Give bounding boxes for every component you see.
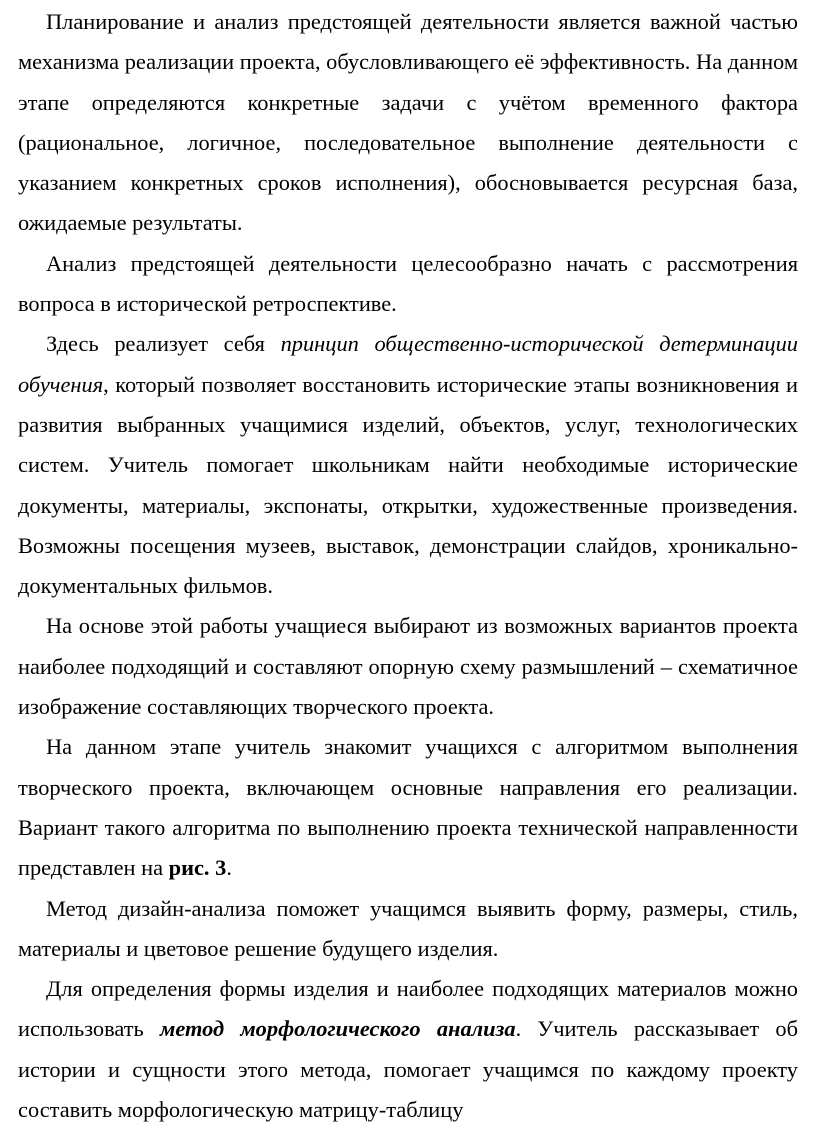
paragraph-project-choice: На основе этой работы учащиеся выбирают из возможных вариантов проекта наиболее подходящий и составляют опорную схему размышлений – схематичное изображение составляющих творческого проекта. <box>18 613 798 720</box>
document-page <box>18 2 798 1130</box>
paragraph-algorithm-text: На данном этапе учитель знакомит учащихся с алгоритмом выполнения творческого проекта, включающем основные направления его реализации. Вариант такого алгоритма по выполнению проекта технической направленности представлен на <box>18 734 798 881</box>
paragraph-principle-intro: Здесь реализует себя <box>46 331 281 357</box>
paragraph-analysis-start: Анализ предстоящей деятельности целесообразно начать с рассмотрения вопроса в исторической ретроспективе. <box>18 250 798 317</box>
paragraph-morphological-intro: Для определения формы изделия и наиболее подходящих материалов можно использовать <box>18 976 798 1042</box>
principle-term: принцип общественно-исторической детерминации обучения <box>18 331 799 397</box>
figure-reference: рис. 3 <box>168 855 227 881</box>
paragraph-algorithm-end: . <box>226 855 232 881</box>
paragraph-principle <box>18 324 798 606</box>
paragraph-design-analysis: Метод дизайн-анализа поможет учащимся выявить форму, размеры, стиль, материалы и цветовое решение будущего изделия. <box>18 895 798 961</box>
paragraph-morphological-body: . Учитель рассказывает об истории и сущности этого метода, помогает учащимся по каждому проекту составить морфологическую матрицу-таблицу <box>18 1016 798 1123</box>
paragraph-algorithm <box>18 727 798 888</box>
method-term: метод морфологического анализа <box>159 1016 516 1042</box>
paragraph-principle-body: , который позволяет восстановить исторические этапы возникновения и развития выбранных учащимися изделий, объектов, услуг, технологических систем. Учитель помогает школьникам найти необходимые исторические документы, материалы, экспонаты, открытки, художественные произведения. Возможны посещения музеев, выставок, демонстрации слайдов, хроникально-документальных фильмов. <box>18 371 798 599</box>
paragraph-planning: Планирование и анализ предстоящей деятельности является важной частью механизма реализации проекта, обусловливающего её эффективность. На данном этапе определяются конкретные задачи с учётом временного фактора (рациональное, логичное, последовательное выполнение деятельности с указанием конкретных сроков исполнения), обосновывается ресурсная база, ожидаемые результаты. <box>18 9 798 236</box>
paragraph-morphological <box>18 969 798 1130</box>
